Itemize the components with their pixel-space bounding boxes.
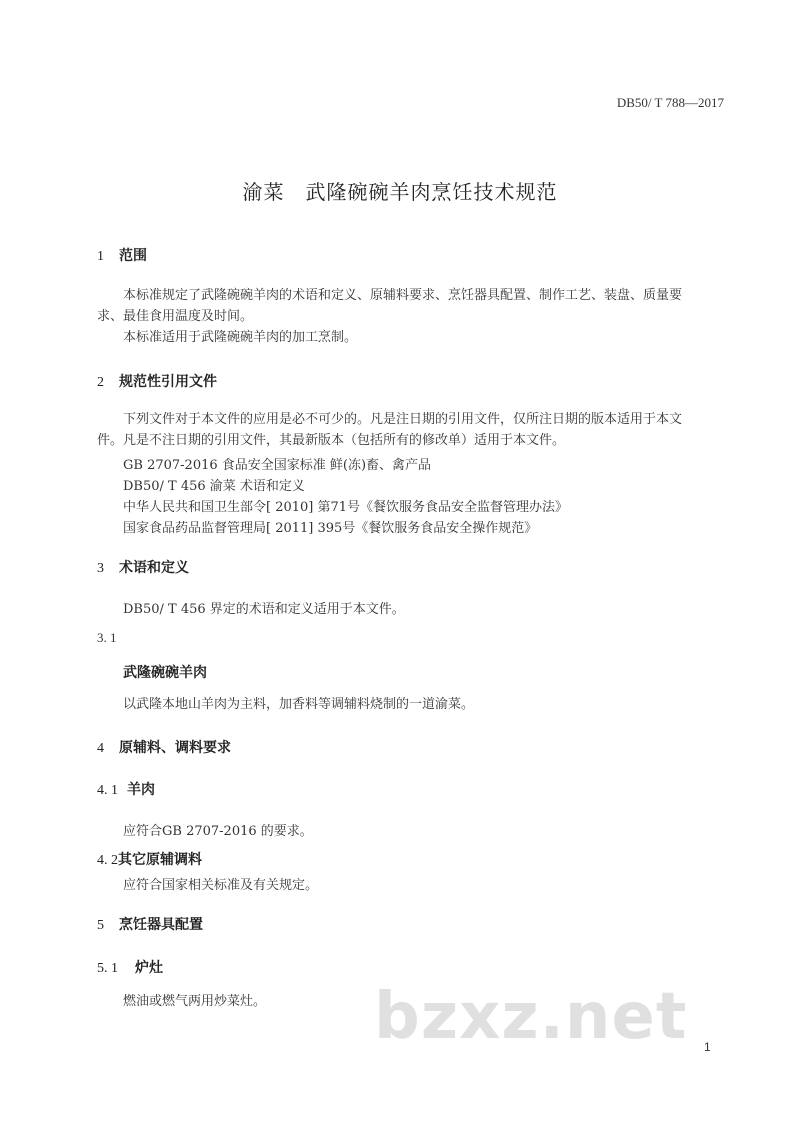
section-2-title: 规范性引用文件	[119, 374, 217, 390]
section-4-1-title: 羊肉	[127, 782, 155, 798]
section-5-1-heading	[97, 957, 163, 977]
section-3-para-1: DB50/ T 456 界定的术语和定义适用于本文件。	[123, 602, 405, 617]
section-4-2-heading	[97, 849, 202, 869]
section-1-number: 1	[97, 249, 104, 264]
section-4-2-title: 其它原辅调料	[118, 852, 202, 868]
section-5-heading	[97, 914, 203, 934]
reference-item: DB50/ T 456 渝菜 术语和定义	[123, 479, 305, 494]
section-3-title: 术语和定义	[119, 560, 189, 576]
section-5-number: 5	[97, 918, 104, 933]
section-4-number: 4	[97, 741, 104, 756]
section-2-heading	[97, 371, 217, 391]
section-5-title: 烹饪器具配置	[119, 917, 203, 933]
section-1-heading	[97, 245, 147, 265]
term-name: 武隆碗碗羊肉	[123, 665, 207, 681]
section-4-2-text: 应符合国家相关标准及有关规定。	[123, 878, 319, 893]
section-2-para-1: 下列文件对于本文件的应用是必不可少的。凡是注日期的引用文件，仅所注日期的版本适用于本文件。凡是不注日期的引用文件，其最新版本（包括所有的修改单）适用于本文件。	[97, 412, 683, 448]
section-5-1-text: 燃油或燃气两用炒菜灶。	[123, 994, 267, 1009]
term-definition: 以武隆本地山羊肉为主料，加香料等调辅料烧制的一道渝菜。	[123, 697, 475, 712]
section-4-1-number: 4. 1	[97, 783, 118, 798]
section-3-1-number: 3. 1	[97, 630, 117, 645]
reference-item: 国家食品药品监督管理局[ 2011] 395号《餐饮服务食品安全操作规范》	[123, 521, 538, 536]
watermark: bzxz.net	[374, 980, 688, 1054]
section-1-para-1: 本标准规定了武隆碗碗羊肉的术语和定义、原辅料要求、烹饪器具配置、制作工艺、装盘、质量要求、最佳食用温度及时间。	[97, 288, 683, 324]
reference-item: 中华人民共和国卫生部令[ 2010] 第71号《餐饮服务食品安全监督管理办法》	[123, 500, 569, 515]
section-1-title: 范围	[119, 248, 147, 264]
section-4-1-heading	[97, 779, 155, 799]
section-4-2-number: 4. 2	[97, 853, 118, 868]
page-number: 1	[704, 1040, 711, 1054]
section-1-para-2: 本标准适用于武隆碗碗羊肉的加工烹制。	[123, 330, 358, 345]
section-2-number: 2	[97, 375, 104, 390]
section-4-title: 原辅料、调料要求	[119, 740, 231, 756]
reference-item: GB 2707-2016 食品安全国家标准 鲜(冻)畜、禽产品	[123, 458, 432, 473]
standard-code: DB50/ T 788—2017	[616, 95, 724, 110]
section-5-1-number: 5. 1	[97, 961, 118, 976]
section-4-heading	[97, 737, 231, 757]
section-3-heading	[97, 557, 189, 577]
document-title: 渝菜 武隆碗碗羊肉烹饪技术规范	[242, 180, 558, 204]
section-5-1-title: 炉灶	[135, 960, 163, 976]
section-3-number: 3	[97, 561, 104, 576]
section-4-1-text: 应符合GB 2707-2016 的要求。	[123, 824, 313, 839]
